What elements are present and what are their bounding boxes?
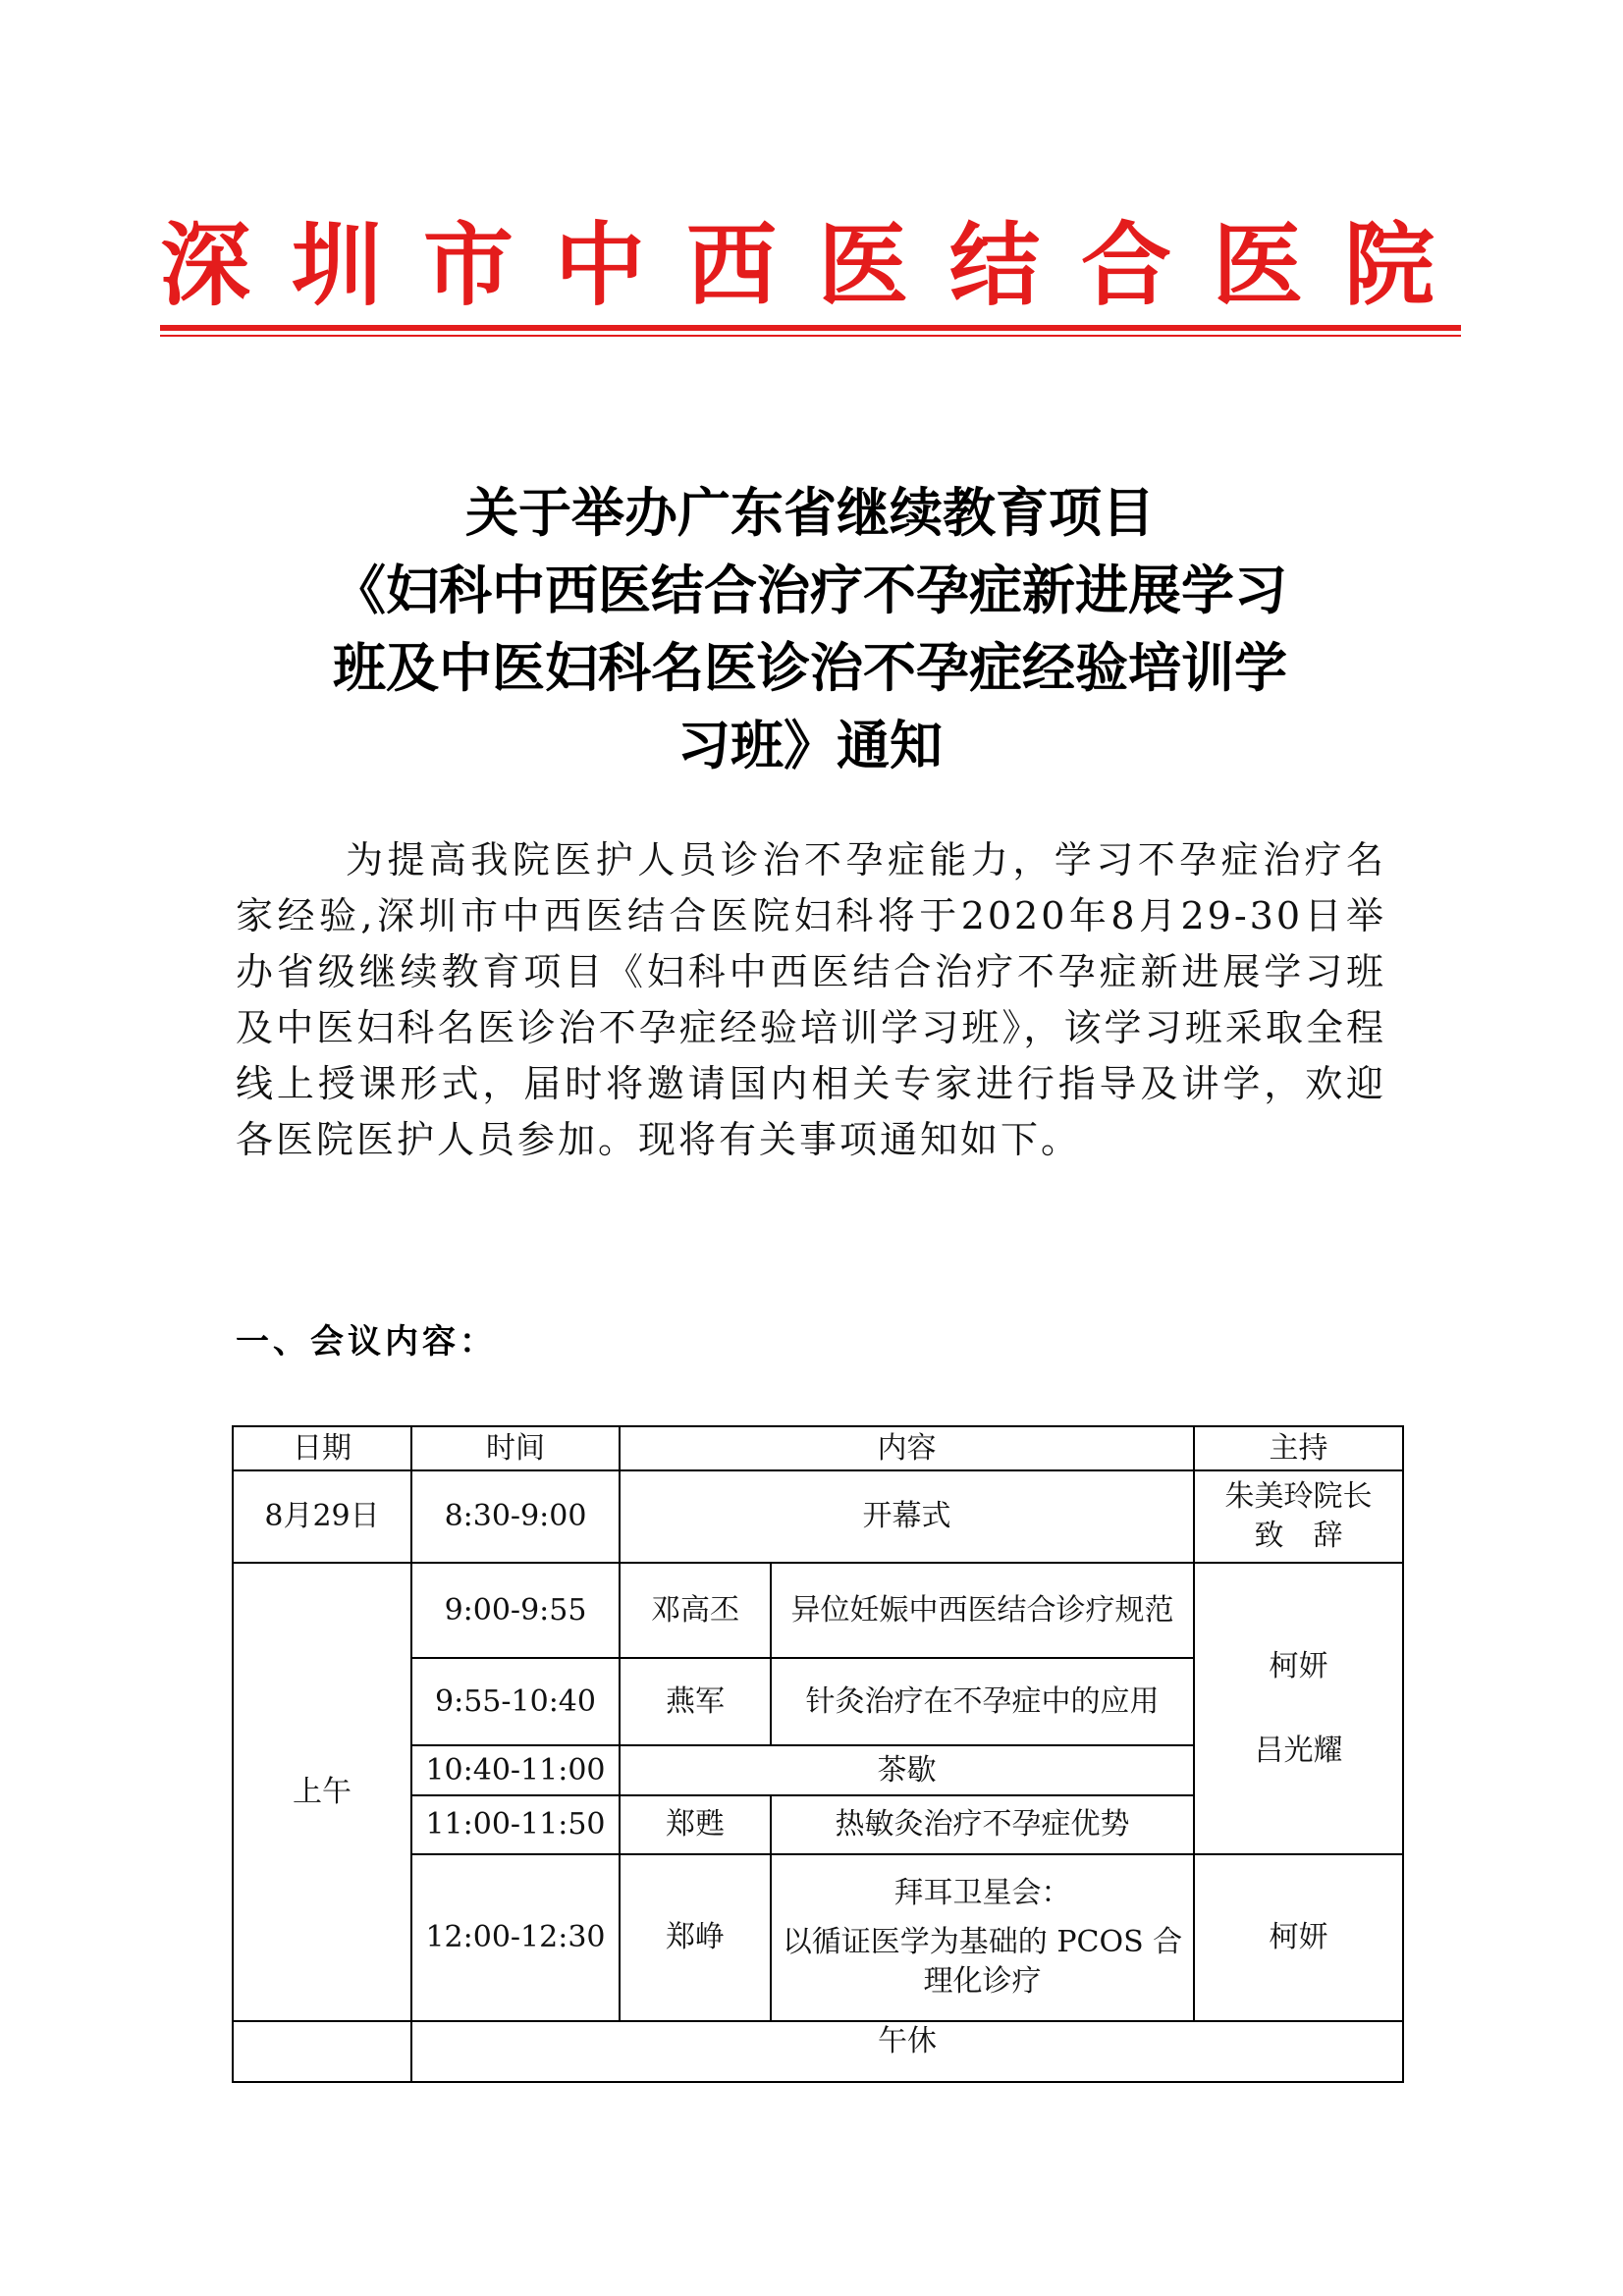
hospital-letterhead-title: 深圳市中西医结合医院 — [160, 212, 1477, 318]
cell-host — [1194, 1470, 1403, 1563]
letterhead-red-rule-thick — [160, 325, 1461, 331]
header-date: 日期 — [233, 1426, 411, 1470]
letterhead-red-rule-thin — [160, 335, 1461, 337]
header-content: 内容 — [620, 1426, 1194, 1470]
cell-date: 8月29日 — [233, 1470, 411, 1563]
notice-title — [226, 474, 1394, 784]
header-host: 主持 — [1194, 1426, 1403, 1470]
schedule-table — [232, 1425, 1404, 2083]
cell-speaker: 邓高丕 — [620, 1563, 771, 1658]
host-name: 柯妍 — [1269, 1648, 1328, 1683]
host-role: 致 辞 — [1254, 1519, 1343, 1553]
cell-topic: 异位妊娠中西医结合诊疗规范 — [771, 1563, 1194, 1658]
table-row — [233, 1470, 1403, 1563]
cell-opening-ceremony: 开幕式 — [620, 1470, 1194, 1563]
cell-topic: 热敏灸治疗不孕症优势 — [771, 1795, 1194, 1854]
cell-topic — [771, 1854, 1194, 2021]
notice-title-line: 关于举办广东省继续教育项目 — [465, 482, 1155, 544]
notice-title-line: 习班》通知 — [677, 715, 943, 776]
cell-host: 柯妍 — [1194, 1854, 1403, 2021]
cell-tea-break: 茶歇 — [620, 1745, 1194, 1795]
notice-title-line: 班及中医妇科名医诊治不孕症经验培训学 — [333, 637, 1287, 699]
cell-lunch-break: 午休 — [411, 2021, 1403, 2082]
cell-hosts — [1194, 1563, 1403, 1854]
cell-morning-label: 上午 — [233, 1563, 411, 2021]
cell-time: 9:55-10:40 — [411, 1658, 620, 1745]
topic-line: 以循证医学为基础的 PCOS 合理化诊疗 — [782, 1925, 1183, 1999]
topic-line: 拜耳卫星会： — [893, 1876, 1071, 1910]
table-header-row — [233, 1426, 1403, 1470]
section-heading-meeting-content: 一、会议内容： — [236, 1322, 497, 1362]
host-name: 吕光耀 — [1254, 1733, 1343, 1768]
host-name: 朱美玲院长 — [1224, 1479, 1373, 1514]
notice-body-paragraph: 为提高我院医护人员诊治不孕症能力，学习不孕症治疗名家经验,深圳市中西医结合医院妇科将于2020年8月29-30日举办省级继续教育项目《妇科中西医结合治疗不孕症新进展学习班及中医妇科名医诊治不孕症经验培训学习班》，该学习班采取全程线上授课形式，届时将邀请国内相关专家进行指导及讲学，欢迎各医院医护人员参加。现将有关事项通知如下。 — [236, 838, 1386, 1161]
table-row — [233, 1563, 1403, 1658]
cell-topic: 针灸治疗在不孕症中的应用 — [771, 1658, 1194, 1745]
cell-empty — [233, 2021, 411, 2082]
notice-title-line: 《妇科中西医结合治疗不孕症新进展学习 — [333, 560, 1287, 621]
table-row — [233, 2021, 1403, 2082]
cell-time: 10:40-11:00 — [411, 1745, 620, 1795]
cell-speaker: 燕军 — [620, 1658, 771, 1745]
cell-time: 11:00-11:50 — [411, 1795, 620, 1854]
cell-time: 8:30-9:00 — [411, 1470, 620, 1563]
cell-speaker: 郑甦 — [620, 1795, 771, 1854]
cell-speaker: 郑峥 — [620, 1854, 771, 2021]
header-time: 时间 — [411, 1426, 620, 1470]
cell-time: 9:00-9:55 — [411, 1563, 620, 1658]
cell-time: 12:00-12:30 — [411, 1854, 620, 2021]
